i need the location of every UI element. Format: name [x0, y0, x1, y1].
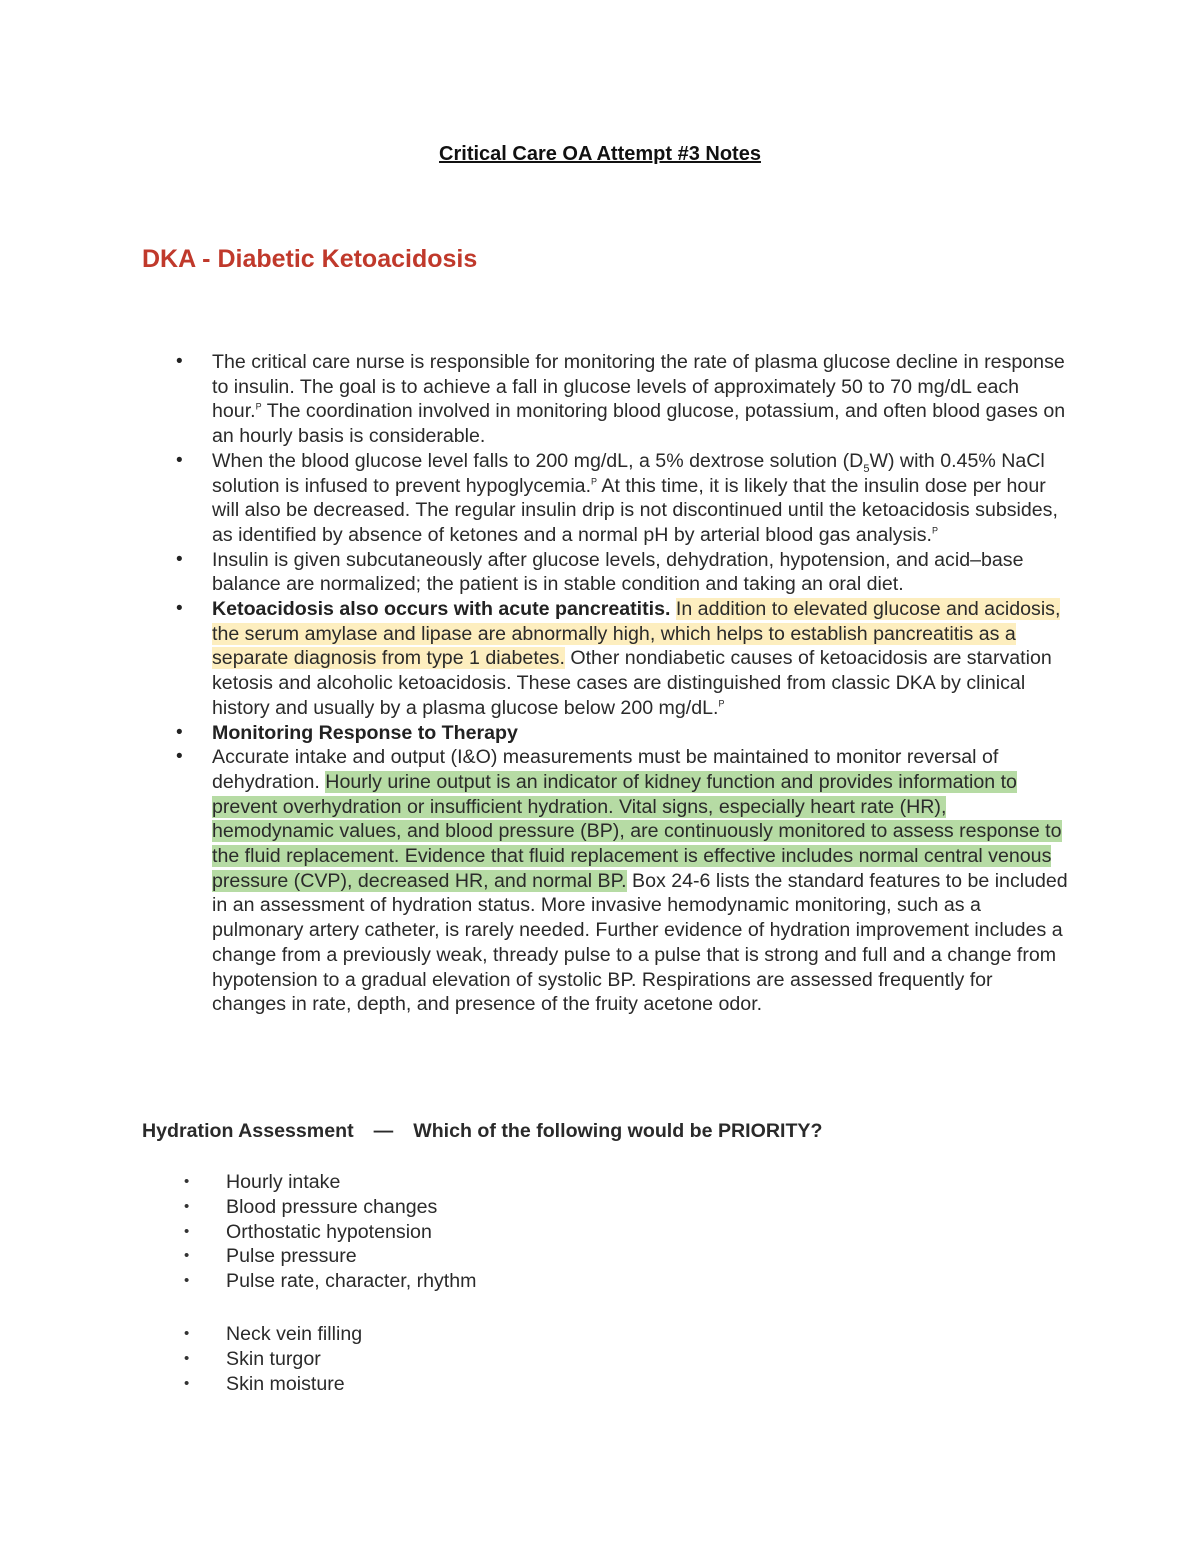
bullet-text: Other nondiabetic causes of ketoacidosis are starvation ketosis and alcoholic ketoacidosis. These cases are distinguished from classic DKA by clinical history and usually by a plasma glucose below 200 mg/dL. — [212, 647, 1052, 719]
page-title: Critical Care OA Attempt #3 Notes — [439, 143, 761, 165]
bullet-subcutaneous-insulin — [212, 548, 1072, 597]
bullet-text: W) with 0.45% NaCl solution is infused to prevent hypoglycemia. — [212, 449, 1045, 497]
highlighted-text-yellow: In addition to elevated glucose and acidosis, the serum amylase and lipase are abnormally high, which helps to establish pancreatitis as a separate diagnosis from type 1 diabetes. — [212, 598, 1061, 670]
bullet-dextrose-solution — [212, 449, 1072, 548]
list-item: • Orthostatic hypotension — [226, 1220, 476, 1245]
list-item: • Pulse rate, character, rhythm — [226, 1269, 476, 1294]
dash-separator: — — [373, 1120, 394, 1142]
bullet-text: The coordination involved in monitoring blood glucose, potassium, and often blood gases on an hourly basis is considerable. — [212, 400, 1066, 448]
bullet-intake-output — [212, 745, 1072, 1017]
bold-text: Ketoacidosis also occurs with acute pancreatitis. — [212, 598, 671, 621]
highlighted-text-green: Hourly urine output is an indicator of kidney function and provides information to prevent overhydration or insufficient hydration. Vital signs, especially heart rate (HR), hemodynamic values, and blood pressure (BP), are continuously monitored to assess response to the fluid replacement. Evidence that fluid replacement is effective includes normal central venous pressure (CVP), decreased HR, and normal BP. — [212, 770, 1062, 892]
priority-question: Which of the following would be PRIORITY? — [413, 1120, 823, 1142]
list-item: • Skin moisture — [226, 1372, 362, 1397]
reference-marker: P — [591, 475, 598, 486]
bullet-text: Box 24-6 lists the standard features to be included in an assessment of hydration status. More invasive hemodynamic monitoring, such as a pulmonary artery catheter, is rarely needed. Further evidence of hydration improvement includes a change from a previously weak, thready pulse to a pulse that is strong and full and a change from hypotension to a gradual elevation of systolic BP. Respirations are assessed frequently for changes in rate, depth, and presence of the fruity acetone odor. — [212, 869, 1068, 1016]
bullet-text: The critical care nurse is responsible for monitoring the rate of plasma glucose decline in response to insulin. The goal is to achieve a fall in glucose levels of approximately 50 to 70 mg/dL each hour. — [212, 351, 1065, 423]
reference-marker: P — [931, 525, 938, 536]
hydration-label: Hydration Assessment — [142, 1120, 354, 1142]
list-item: • Skin turgor — [226, 1347, 362, 1372]
hydration-assessment-heading — [142, 1120, 822, 1143]
list-item: • Hourly intake — [226, 1170, 476, 1195]
subscript: 5 — [863, 462, 870, 475]
bullet-glucose-monitoring — [212, 350, 1072, 449]
list-item: • Pulse pressure — [226, 1244, 476, 1269]
hydration-list-a — [226, 1170, 476, 1294]
bullet-monitoring-heading — [212, 721, 1072, 746]
bullet-text: Accurate intake and output (I&O) measurements must be maintained to monitor reversal of dehydration. — [212, 746, 999, 793]
reference-marker: P — [255, 401, 262, 412]
bullet-pancreatitis — [212, 597, 1072, 721]
bullet-text: At this time, it is likely that the insulin dose per hour will also be decreased. The regular insulin drip is not discontinued until the ketoacidosis subsides, as identified by absence of ketones and a normal pH by arterial blood gas analysis. — [212, 474, 1058, 546]
section-heading-dka: DKA - Diabetic Ketoacidosis — [142, 245, 478, 273]
list-item: • Blood pressure changes — [226, 1195, 476, 1220]
hydration-list-b — [226, 1322, 362, 1396]
bullet-text: When the blood glucose level falls to 200 mg/dL, a 5% dextrose solution (D — [212, 449, 864, 472]
list-item: • Neck vein filling — [226, 1322, 362, 1347]
bullet-text: Insulin is given subcutaneously after glucose levels, dehydration, hypotension, and acid–base balance are normalized; the patient is in stable condition and taking an oral diet. — [212, 548, 1024, 596]
reference-marker: P — [718, 698, 725, 709]
dka-bullet-list — [212, 350, 1072, 1017]
bold-text: Monitoring Response to Therapy — [212, 721, 518, 744]
